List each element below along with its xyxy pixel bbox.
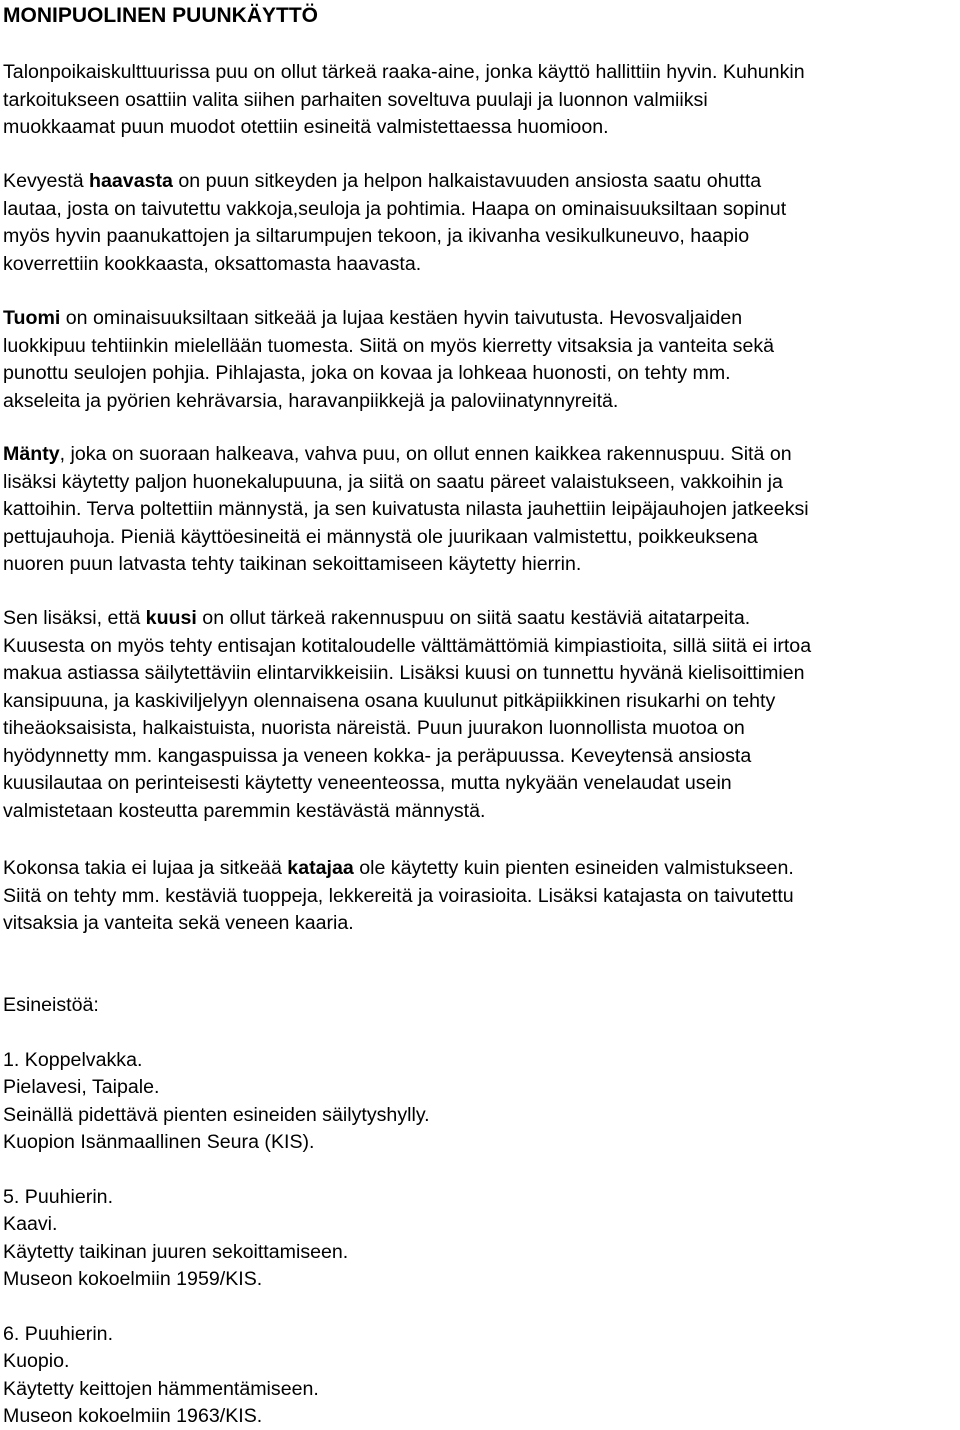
paragraph-line bbox=[3, 360, 958, 388]
paragraph-line bbox=[3, 114, 958, 142]
bold-term: katajaa bbox=[287, 857, 354, 879]
text-run: pettujauhoja. Pieniä käyttöesineitä ei männystä ole juurikaan valmistettu, poikkeuksena bbox=[3, 525, 758, 548]
paragraph-line bbox=[3, 605, 958, 633]
text-run: Kokonsa takia ei lujaa ja sitkeää bbox=[3, 857, 288, 879]
paragraph-line bbox=[3, 524, 958, 552]
text-run: on ominaisuuksiltaan sitkeää ja lujaa kestäen hyvin taivutusta. Hevosvaljaiden bbox=[60, 307, 743, 329]
paragraph-line bbox=[3, 305, 958, 333]
item-block-5 bbox=[3, 1184, 348, 1293]
text-run: Kuusesta on myös tehty entisajan kotitaloudelle välttämättömiä kimpiastioita, sillä siitä ei irtoa bbox=[3, 634, 812, 657]
item-title: 5. Puuhierin. bbox=[3, 1186, 114, 1208]
item-detail: Kaavi. bbox=[3, 1213, 58, 1236]
items-heading-label: Esineistöä: bbox=[3, 994, 99, 1016]
text-run: ole käytetty kuin pienten esineiden valmistukseen. bbox=[353, 857, 794, 879]
text-run: muokkaamat puun muodot otettiin esineitä valmistettaessa huomioon. bbox=[3, 116, 609, 138]
paragraph-line bbox=[3, 551, 958, 579]
text-run: kansipuuna, ja kaskiviljelyyn olennaisena osana kuulunut pitkäpiikkinen risukarhi on tehty bbox=[3, 689, 776, 712]
items-heading bbox=[3, 992, 99, 1019]
text-run: myös hyvin paanukattojen ja siltarumpujen tekoon, ja ikivanha vesikulkuneuvo, haapio bbox=[3, 225, 750, 247]
paragraph-line bbox=[3, 883, 958, 911]
paragraph-line bbox=[3, 168, 958, 196]
paragraph-kataja bbox=[3, 855, 958, 938]
paragraph-line bbox=[3, 441, 958, 469]
item-title: 1. Koppelvakka. bbox=[3, 1049, 143, 1071]
bold-term: haavasta bbox=[89, 170, 173, 192]
paragraph-line bbox=[3, 770, 958, 798]
paragraph-line bbox=[3, 59, 958, 87]
text-run: valmistetaan kosteutta paremmin kestävästä männystä. bbox=[3, 799, 486, 822]
text-run: makua astiassa säilytettäviin elintarvikkeisiin. Lisäksi kuusi on tunnettu hyvänä kielisoittimien bbox=[3, 662, 805, 684]
text-run: vitsaksia ja vanteita sekä veneen kaaria. bbox=[3, 912, 354, 934]
item-detail: Käytetty taikinan juuren sekoittamiseen. bbox=[3, 1240, 349, 1263]
paragraph-line bbox=[3, 388, 958, 416]
text-run: luokkipuu tehtiinkin mielellään tuomesta. Siitä on myös kierretty vitsaksia ja vanteita sekä bbox=[3, 334, 775, 357]
paragraph-line bbox=[3, 633, 958, 661]
bold-term: Tuomi bbox=[3, 307, 61, 329]
paragraph-manty bbox=[3, 441, 958, 579]
paragraph-line bbox=[3, 251, 958, 279]
item-detail: Käytetty keittojen hämmentämiseen. bbox=[3, 1377, 319, 1400]
item-block-1 bbox=[3, 1047, 430, 1156]
item-title: 6. Puuhierin. bbox=[3, 1323, 114, 1345]
text-run: hyödynnetty mm. kangaspuissa ja veneen kokka- ja peräpuussa. Keveytensä ansiosta bbox=[3, 744, 752, 767]
text-run: tarkoitukseen osattiin valita siihen parhaiten soveltuva puulaji ja luonnon valmiiksi bbox=[3, 88, 708, 111]
paragraph-line bbox=[3, 743, 958, 771]
item-detail: Kuopion Isänmaallinen Seura (KIS). bbox=[3, 1130, 315, 1153]
item-detail: Pielavesi, Taipale. bbox=[3, 1076, 160, 1099]
text-run: Sen lisäksi, että bbox=[3, 607, 146, 629]
item-detail: Kuopio. bbox=[3, 1350, 70, 1373]
paragraph-line bbox=[3, 223, 958, 251]
paragraph-line bbox=[3, 660, 958, 688]
text-run: kattoihin. Terva poltettiin männystä, ja sen kuivatusta nilasta jauhettiin leipäjauhojen jatkeeksi bbox=[3, 498, 809, 520]
item-detail: Seinällä pidettävä pienten esineiden säilytyshylly. bbox=[3, 1103, 430, 1126]
bold-term: kuusi bbox=[145, 607, 197, 629]
bold-term: Mänty bbox=[3, 443, 60, 465]
text-run: lautaa, josta on taivutettu vakkoja,seuloja ja pohtimia. Haapa on ominaisuuksiltaan sopinut bbox=[3, 197, 787, 220]
text-run: , joka on suoraan halkeava, vahva puu, on ollut ennen kaikkea rakennuspuu. Sitä on bbox=[59, 443, 792, 465]
paragraph-tuomi bbox=[3, 305, 958, 415]
text-run: Siitä on tehty mm. kestäviä tuoppeja, lekkereitä ja voirasioita. Lisäksi katajasta on taivutettu bbox=[3, 884, 794, 907]
paragraph-line bbox=[3, 87, 958, 115]
text-run: on ollut tärkeä rakennuspuu on siitä saatu kestäviä aitatarpeita. bbox=[196, 607, 751, 629]
paragraph-line bbox=[3, 688, 958, 716]
paragraph-line bbox=[3, 910, 958, 938]
paragraph-line bbox=[3, 196, 958, 224]
paragraph-line bbox=[3, 496, 958, 524]
paragraph-intro bbox=[3, 59, 958, 142]
text-run: on puun sitkeyden ja helpon halkaistavuuden ansiosta saatu ohutta bbox=[172, 170, 762, 192]
item-block-6 bbox=[3, 1321, 319, 1430]
text-run: akseleita ja pyörien kehrävarsia, haravanpiikkejä ja paloviinatynnyreitä. bbox=[3, 389, 619, 412]
text-run: tiheäoksaisista, halkaistuista, nuorista näreistä. Puun juurakon luonnollista muotoa on bbox=[3, 717, 745, 739]
page-title: MONIPUOLINEN PUUNKÄYTTÖ bbox=[3, 4, 318, 27]
paragraph-line bbox=[3, 333, 958, 361]
text-run: Kevyestä bbox=[3, 170, 90, 192]
item-detail: Museon kokoelmiin 1963/KIS. bbox=[3, 1404, 263, 1427]
paragraph-line bbox=[3, 469, 958, 497]
paragraph-line bbox=[3, 798, 958, 826]
text-run: kuusilautaa on perinteisesti käytetty veneenteossa, mutta nykyään venelaudat usein bbox=[3, 772, 732, 794]
text-run: nuoren puun latvasta tehty taikinan sekoittamiseen käytetty hierrin. bbox=[3, 553, 582, 575]
text-run: lisäksi käytetty paljon huonekalupuuna, ja siitä on saatu päreet valaistukseen, vakkoihin ja bbox=[3, 470, 783, 493]
text-run: punottu seulojen pohjia. Pihlajasta, joka on kovaa ja lohkeaa huonosti, on tehty mm. bbox=[3, 362, 731, 384]
paragraph-haapa bbox=[3, 168, 958, 278]
paragraph-line bbox=[3, 715, 958, 743]
text-run: koverrettiin kookkaasta, oksattomasta haavasta. bbox=[3, 252, 422, 275]
paragraph-line bbox=[3, 855, 958, 883]
item-detail: Museon kokoelmiin 1959/KIS. bbox=[3, 1267, 263, 1290]
text-run: Talonpoikaiskulttuurissa puu on ollut tärkeä raaka-aine, jonka käyttö hallittiin hyvin. Kuhunkin bbox=[3, 61, 805, 83]
paragraph-kuusi bbox=[3, 605, 958, 825]
